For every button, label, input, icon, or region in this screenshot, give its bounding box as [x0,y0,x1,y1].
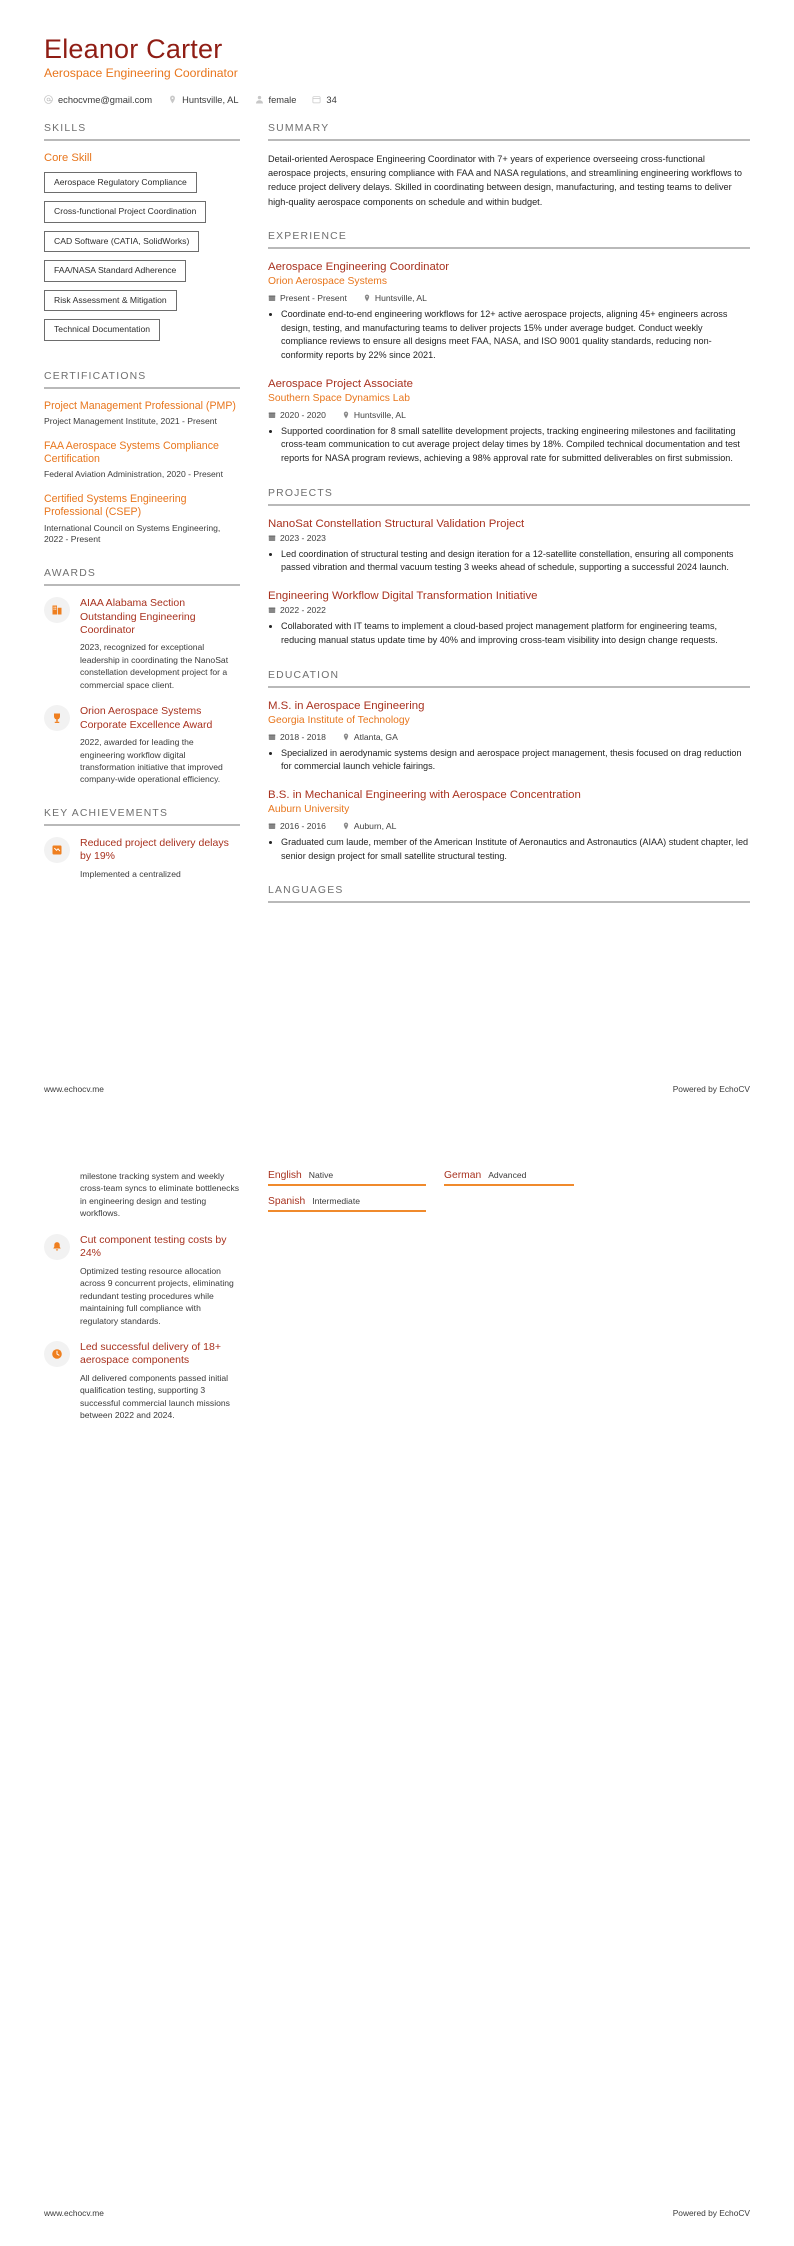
calendar-icon [268,733,276,741]
section-divider [268,247,750,249]
section-skills [44,123,240,349]
calendar-icon [268,822,276,830]
section-title-summary: SUMMARY [268,122,330,134]
certification-meta: Federal Aviation Administration, 2020 - Present [44,469,223,480]
achievement-item [44,837,240,880]
certification-item [44,440,240,481]
achievement-item [44,1341,240,1422]
skill-chip: Cross-functional Project Coordination [44,201,206,222]
contact-location [168,95,238,105]
project-bullets [268,548,750,575]
language-list [268,1170,750,1212]
contact-gender [255,95,297,105]
language-item [268,1170,426,1186]
calendar-icon [268,534,276,542]
section-title-skills: SKILLS [44,122,87,134]
skill-chip: Risk Assessment & Mitigation [44,290,177,311]
education-entry [268,788,750,863]
calendar-icon [268,294,276,302]
education-school: Georgia Institute of Technology [268,714,410,726]
education-entry [268,699,750,774]
section-divider [268,901,750,903]
footer-powered: Powered by EchoCV [672,1084,750,1094]
achievement-description-continued: milestone tracking system and weekly cross-team syncs to eliminate bottlenecks in engineering design and testing workflows. [80,1171,240,1219]
contact-email-text: echocvme@gmail.com [58,94,153,105]
education-degree: B.S. in Mechanical Engineering with Aerospace Concentration [268,789,581,802]
bell-icon [44,1234,70,1260]
location-pin-icon [342,411,350,419]
bullet: • Graduated cum laude, member of the American Institute of Aeronautics and Astronautics (AIAA) student chapter, led senior design project for small satellite structural testing. [281,836,750,863]
certification-item [44,493,240,546]
experience-meta [268,410,750,420]
experience-dates: Present - Present [268,293,347,303]
project-bullets [268,620,750,647]
project-entry [268,517,750,576]
achievement-description: All delivered components passed initial qualification testing, supporting 3 successful commercial launch missions between 2022 and 2024. [80,1372,230,1421]
bullet: • Supported coordination for 8 small satellite development projects, tracking engineering milestones and facilitating cross-team communication to cut average project delay times by 18%. Compiled technical documentation and test reports for NASA program reviews, achieving a 98% approval rate for submitted deliverables on first submission. [281,425,750,466]
achievement-title: Led successful delivery of 18+ aerospace components [80,1340,221,1367]
certification-item [44,400,240,428]
education-bullets [268,747,750,774]
skill-chip-list [44,172,240,349]
project-meta [268,533,750,543]
section-title-awards: AWARDS [44,568,97,580]
award-item [44,597,240,691]
contact-gender-text: female [268,94,297,105]
experience-bullets [268,308,750,363]
footer-powered: Powered by EchoCV [672,2208,750,2218]
experience-meta [268,293,750,303]
skill-chip: Technical Documentation [44,319,160,340]
candidate-name: Eleanor Carter [44,34,223,64]
resume-header [44,34,750,105]
award-title: Orion Aerospace Systems Corporate Excellence Award [80,705,213,731]
left-column-continued [44,1170,240,1436]
section-divider [44,824,240,826]
award-trophy-icon [44,705,70,731]
section-key-achievements [44,808,240,880]
section-divider [44,584,240,586]
certification-name: FAA Aerospace Systems Compliance Certification [44,439,219,465]
section-experience [268,231,750,466]
award-title: AIAA Alabama Section Outstanding Engineering Coordinator [80,597,196,636]
email-icon [44,95,53,104]
achievement-title: Cut component testing costs by 24% [80,1233,227,1260]
location-pin-icon [342,733,350,741]
contact-age-text: 34 [326,94,337,105]
certification-meta: Project Management Institute, 2021 - Present [44,415,217,426]
bullet: • Collaborated with IT teams to implement a cloud-based project management platform for engineering teams, reducing manual status update time by 40% and improving cross-team visibility into design change requests. [281,620,750,647]
chart-decrease-icon [44,837,70,863]
language-level: Native [308,1170,334,1180]
education-location: Atlanta, GA [342,732,398,742]
project-entry [268,589,750,648]
language-level: Intermediate [312,1196,360,1206]
language-name: English [268,1170,302,1181]
certification-name: Project Management Professional (PMP) [44,399,236,412]
experience-title: Aerospace Engineering Coordinator [268,260,450,273]
section-projects [268,488,750,648]
experience-location: Huntsville, AL [342,410,406,420]
resume-page-2 [0,1122,794,2246]
section-title-projects: PROJECTS [268,487,334,499]
award-building-icon [44,597,70,623]
experience-bullets [268,425,750,466]
award-item [44,705,240,786]
contact-row [44,95,750,105]
experience-location: Huntsville, AL [363,293,427,303]
language-level: Advanced [488,1170,527,1180]
award-description: 2023, recognized for exceptional leadership in coordinating the NanoSat constellation development project for a commercial space client. [80,642,229,690]
award-description: 2022, awarded for leading the engineering workflow digital transformation initiative that improved company-wide operational efficiency. [80,737,223,785]
right-column-continued [268,1170,750,1212]
location-pin-icon [168,95,177,104]
language-item [268,1196,426,1212]
section-education [268,670,750,864]
project-dates: 2023 - 2023 [268,533,326,543]
contact-email [44,95,152,105]
achievement-description: Optimized testing resource allocation across 9 concurrent projects, eliminating redundant testing procedures while maintaining full compliance with regulatory standards. [80,1265,234,1326]
language-name: German [444,1170,482,1181]
person-icon [255,95,264,104]
project-title: NanoSat Constellation Structural Validation Project [268,517,525,530]
section-title-experience: EXPERIENCE [268,230,347,242]
section-divider [44,139,240,141]
experience-title: Aerospace Project Associate [268,377,413,390]
section-certifications [44,371,240,546]
certification-name: Certified Systems Engineering Professional (CSEP) [44,493,187,519]
section-awards [44,568,240,786]
achievement-description: Implemented a centralized [80,868,181,879]
project-title: Engineering Workflow Digital Transformation Initiative [268,590,538,603]
page-footer [44,2208,750,2218]
education-dates: 2016 - 2016 [268,821,326,831]
section-languages-heading [268,885,750,903]
experience-dates: 2020 - 2020 [268,410,326,420]
location-pin-icon [363,294,371,302]
skill-group-title: Core Skill [44,151,92,164]
education-meta [268,732,750,742]
section-title-languages: LANGUAGES [268,885,344,897]
project-meta [268,605,750,615]
skill-chip: Aerospace Regulatory Compliance [44,172,197,193]
certification-meta: International Council on Systems Engineering, 2022 - Present [44,522,221,545]
skill-chip: CAD Software (CATIA, SolidWorks) [44,231,199,252]
achievement-title: Reduced project delivery delays by 19% [80,836,229,863]
calendar-icon [312,95,321,104]
footer-site: www.echocv.me [44,2208,104,2218]
page-footer [44,1084,750,1094]
language-proficiency-bar [444,1184,574,1186]
achievement-item [44,1234,240,1327]
section-title-certifications: CERTIFICATIONS [44,370,147,382]
experience-entry [268,260,750,363]
skill-chip: FAA/NASA Standard Adherence [44,260,186,281]
education-location: Auburn, AL [342,821,397,831]
contact-age [312,95,336,105]
bullet: • Specialized in aerodynamic systems design and aerospace project management, thesis focused on drag reduction for commercial launch vehicle fairings. [281,747,750,774]
location-pin-icon [342,822,350,830]
section-divider [268,686,750,688]
education-school: Auburn University [268,804,350,816]
education-dates: 2018 - 2018 [268,732,326,742]
section-divider [268,139,750,141]
left-column [44,123,240,902]
experience-organization: Orion Aerospace Systems [268,276,388,288]
language-name: Spanish [268,1196,306,1207]
bullet: • Led coordination of structural testing and design iteration for a 12-satellite constellation, ensuring all components passed vibration and thermal vacuum testing 3 weeks ahead of schedule, supporting a successful 2024 launch. [281,548,750,575]
section-title-key-achievements: KEY ACHIEVEMENTS [44,807,169,819]
section-title-education: EDUCATION [268,669,340,681]
section-divider [268,504,750,506]
right-column [268,123,750,926]
project-dates: 2022 - 2022 [268,605,326,615]
calendar-icon [268,606,276,614]
resume-page-1 [0,0,794,1122]
section-summary [268,123,750,209]
education-degree: M.S. in Aerospace Engineering [268,699,425,712]
experience-organization: Southern Space Dynamics Lab [268,392,410,404]
candidate-headline: Aerospace Engineering Coordinator [44,66,238,81]
language-item [444,1170,602,1186]
clock-icon [44,1341,70,1367]
bullet: • Coordinate end-to-end engineering workflows for 12+ active aerospace projects, aligning 45+ engineers across design, testing, and manufacturing teams to deliver projects 15% under average budget. Conduct weekly compliance reviews to ensure all designs meet FAA, NASA, and ISO 9001 quality standards, reducing non-conformity reports by 22% since 2021. [281,308,750,363]
education-meta [268,821,750,831]
section-divider [44,387,240,389]
footer-site: www.echocv.me [44,1084,104,1094]
language-proficiency-bar [268,1184,426,1186]
language-proficiency-bar [268,1210,426,1212]
experience-entry [268,377,750,466]
calendar-icon [268,411,276,419]
contact-location-text: Huntsville, AL [182,94,239,105]
summary-text: Detail-oriented Aerospace Engineering Coordinator with 7+ years of experience overseeing cross-functional aerospace projects, ensuring compliance with FAA and NASA regulations, and streamlining engineering workflows to reduce project delivery delays. Skilled in coordinating between design, manufacturing, and testing teams to deliver high-quality aerospace components on schedule and within budget. [268,153,742,207]
education-bullets [268,836,750,863]
